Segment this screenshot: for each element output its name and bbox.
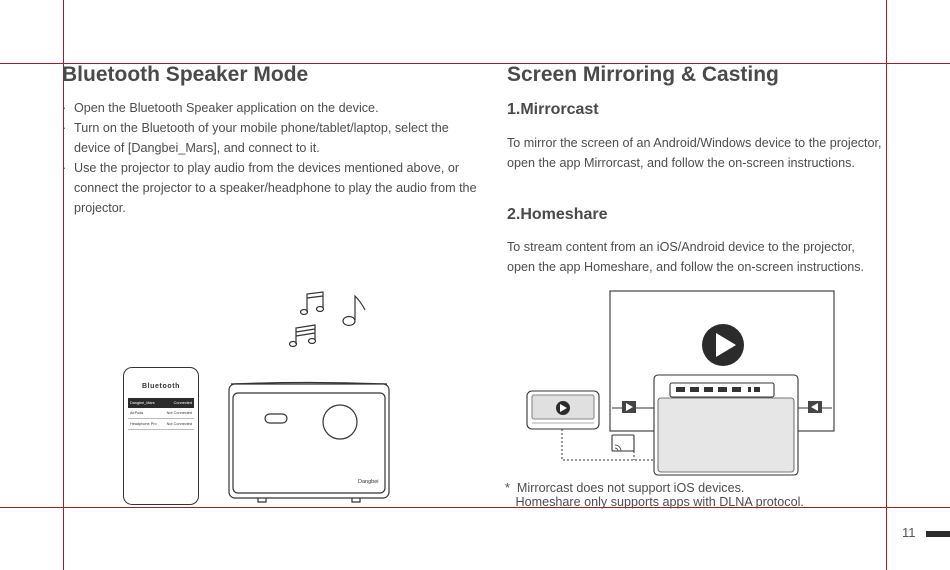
guide-line-right xyxy=(886,0,887,570)
device-row xyxy=(128,419,194,430)
phone-bluetooth-title: Bluetooth xyxy=(141,383,181,390)
music-notes-illustration xyxy=(285,288,375,353)
play-icon xyxy=(556,401,570,415)
device-status: Not Connected xyxy=(166,411,192,415)
page-marker-bar xyxy=(926,531,950,537)
device-row xyxy=(128,398,194,408)
bluetooth-steps xyxy=(62,98,482,218)
homeshare-text: To stream content from an iOS/Android device to the projector, open the app Homeshare, and follow the on-screen instructions. xyxy=(507,240,865,274)
homeshare-title: 2.Homeshare xyxy=(507,206,608,223)
music-note-icon xyxy=(290,325,316,347)
music-note-icon xyxy=(301,292,324,315)
mirrorcast-title: 1.Mirrorcast xyxy=(507,101,599,118)
device-name: Dangbei_Mars xyxy=(130,401,155,405)
device-status: Connected xyxy=(173,401,192,405)
device-name: AirPods xyxy=(130,411,144,415)
play-icon xyxy=(702,324,744,366)
device-status: Not Connected xyxy=(166,422,192,426)
step-item: · Turn on the Bluetooth of your mobile phone/tablet/laptop, select the device of [Dangbei_Mars], and connect to it. xyxy=(62,118,482,158)
mirroring-heading: Screen Mirroring & Casting xyxy=(507,63,779,86)
step-item: · Use the projector to play audio from the devices mentioned above, or connect the projector to a speaker/headphone to play the audio from the projector. xyxy=(62,158,482,218)
music-note-icon xyxy=(343,296,365,326)
projector-illustration xyxy=(228,381,390,506)
projector-brand-label: Dangbei xyxy=(358,479,379,485)
page-number: 11 xyxy=(902,525,916,540)
note-line: * Mirrorcast does not support iOS devices. xyxy=(505,481,745,495)
guide-line-bottom xyxy=(0,507,950,508)
bluetooth-heading: Bluetooth Speaker Mode xyxy=(62,63,309,86)
cast-icon xyxy=(615,445,621,451)
device-row xyxy=(128,408,194,419)
phone-illustration xyxy=(123,367,199,505)
casting-illustration xyxy=(520,288,840,478)
phone-device-list xyxy=(128,398,194,430)
note-line: Homeshare only supports apps with DLNA protocol. xyxy=(505,495,804,509)
compatibility-note xyxy=(505,481,804,509)
mirrorcast-text: To mirror the screen of an Android/Windows device to the projector, open the app Mirrorcast, and follow the on-screen instructions. xyxy=(507,136,882,170)
device-name: Headphone Pro xyxy=(130,422,157,426)
step-item: · Open the Bluetooth Speaker application on the device. xyxy=(62,98,482,118)
